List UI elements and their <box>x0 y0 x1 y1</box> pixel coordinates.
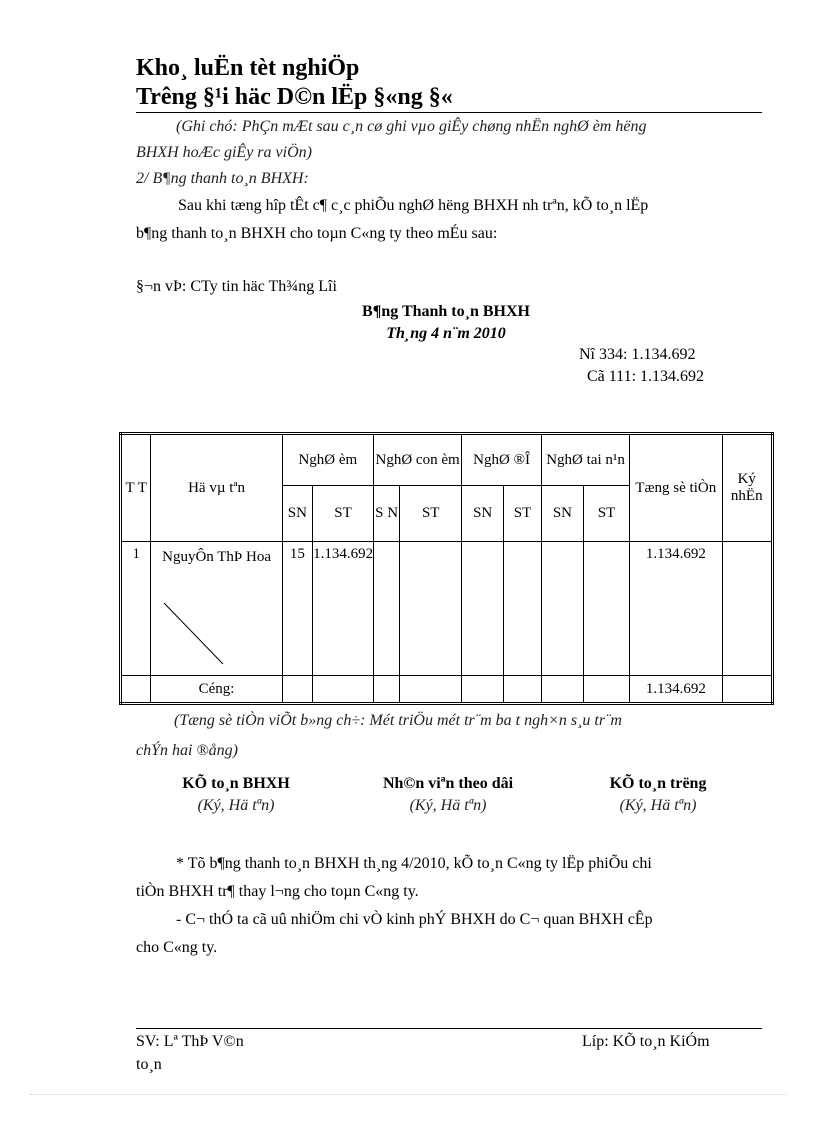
header-accident-st: ST <box>583 486 629 542</box>
header-accident-leave: NghØ tai n¹n <box>541 434 629 486</box>
row-name-cell <box>151 542 282 676</box>
closing-p1-line-2: tiÒn BHXH tr¶ thay l¬ng cho toµn C«ng ty. <box>136 883 419 900</box>
intro-line-1: Sau khi tæng hîp tÊt c¶ c¸c phiÕu nghØ hëng BHXH nh trªn, kÕ to¸n lËp <box>178 197 649 214</box>
signature-sub: (Ký, Hä tªn) <box>197 797 275 814</box>
footer-class: Líp: KÕ to¸n KiÓm <box>582 1033 710 1050</box>
signature-sub: (Ký, Hä tªn) <box>619 797 697 814</box>
row-child-sn <box>374 542 400 676</box>
header-maternity-st: ST <box>504 486 542 542</box>
header-total: Tæng sè tiÒn <box>630 434 722 542</box>
header-name: Hä vµ tªn <box>151 434 282 542</box>
footer-rule <box>136 1028 762 1029</box>
table-row <box>121 542 773 676</box>
header-child-st: ST <box>400 486 462 542</box>
row-sick-sn: 15 <box>282 542 312 676</box>
bhxh-payment-table <box>119 432 774 705</box>
header-accident-sn: SN <box>541 486 583 542</box>
note-line-1: (Ghi chó: PhÇn mÆt sau c¸n cø ghi vµo giÊy chøng nhËn nghØ èm hëng <box>176 118 647 135</box>
row-maternity-st <box>504 542 542 676</box>
signature-sub: (Ký, Hä tªn) <box>409 797 487 814</box>
table-header-row-1 <box>121 434 773 486</box>
document-header-title: Kho¸ luËn tèt nghiÖp <box>136 55 360 81</box>
header-sick-sn: SN <box>282 486 312 542</box>
signature-staff <box>348 775 548 815</box>
signature-title: KÕ to¸n BHXH <box>182 775 290 792</box>
account-credit: Cã 111: 1.134.692 <box>587 368 705 385</box>
footer-student-cont: to¸n <box>136 1056 162 1073</box>
row-accident-st <box>583 542 629 676</box>
header-sick-leave: NghØ èm <box>282 434 373 486</box>
row-accident-sn <box>541 542 583 676</box>
signature-title: Nh©n viªn theo dâi <box>382 775 514 792</box>
sum-tt <box>121 676 151 704</box>
header-child-sick-leave: NghØ con èm <box>374 434 462 486</box>
header-child-sn: S N <box>374 486 400 542</box>
header-maternity-sn: SN <box>462 486 504 542</box>
sum-total: 1.134.692 <box>630 676 722 704</box>
row-total: 1.134.692 <box>630 542 722 676</box>
signature-chief-accountant <box>558 775 758 815</box>
note-line-2: BHXH hoÆc giÊy ra viÖn) <box>136 144 312 161</box>
table-title: B¶ng Thanh to¸n BHXH <box>362 303 530 320</box>
row-child-st <box>400 542 462 676</box>
closing-p2-line-1: - C¬ thÓ ta cã uû nhiÖm chi vÒ kinh phÝ BHXH do C¬ quan BHXH cÊp <box>176 911 653 928</box>
header-maternity-leave: NghØ ®Î <box>462 434 542 486</box>
footer-student: SV: Lª ThÞ V©n <box>136 1033 244 1050</box>
unit-name: §¬n vÞ: CTy tin häc Th¾ng Lîi <box>136 278 337 295</box>
row-maternity-sn <box>462 542 504 676</box>
signature-title: KÕ to¸n trëng <box>609 775 707 792</box>
table-period: Th¸ng 4 n¨m 2010 <box>386 325 506 342</box>
header-tt: T T <box>121 434 151 542</box>
intro-line-2: b¶ng thanh to¸n BHXH cho toµn C«ng ty theo mÉu sau: <box>136 225 498 242</box>
closing-p2-line-2: cho C«ng ty. <box>136 939 218 956</box>
amount-words-line-2: chÝn hai ®ång) <box>136 742 238 759</box>
row-tt: 1 <box>121 542 151 676</box>
sum-label: Céng: <box>151 676 282 704</box>
amount-words-line-1: (Tæng sè tiÒn viÕt b»ng ch÷: Mét triÖu mét tr¨m ba t ngh×n s¸u tr¨m <box>174 712 622 729</box>
document-header-school: Trêng §¹i häc D©n lËp §«ng §« <box>136 84 453 110</box>
header-sick-st: ST <box>313 486 374 542</box>
header-rule <box>136 112 762 113</box>
row-name: NguyÔn ThÞ Hoa <box>162 549 271 565</box>
account-debit: Nî 334: 1.134.692 <box>579 346 696 363</box>
row-sign <box>722 542 772 676</box>
header-sign: Ký nhËn <box>722 434 772 542</box>
closing-p1-line-1: * Tõ b¶ng thanh to¸n BHXH th¸ng 4/2010, kÕ to¸n C«ng ty lËp phiÕu chi <box>176 855 652 872</box>
page-bottom-dotted-border <box>30 1094 786 1095</box>
table-sum-row <box>121 676 773 704</box>
diagonal-strike-mark <box>163 602 225 666</box>
signature-bhxh-accountant <box>136 775 336 815</box>
row-sick-st: 1.134.692 <box>313 542 374 676</box>
section-title: 2/ B¶ng thanh to¸n BHXH: <box>136 170 309 187</box>
